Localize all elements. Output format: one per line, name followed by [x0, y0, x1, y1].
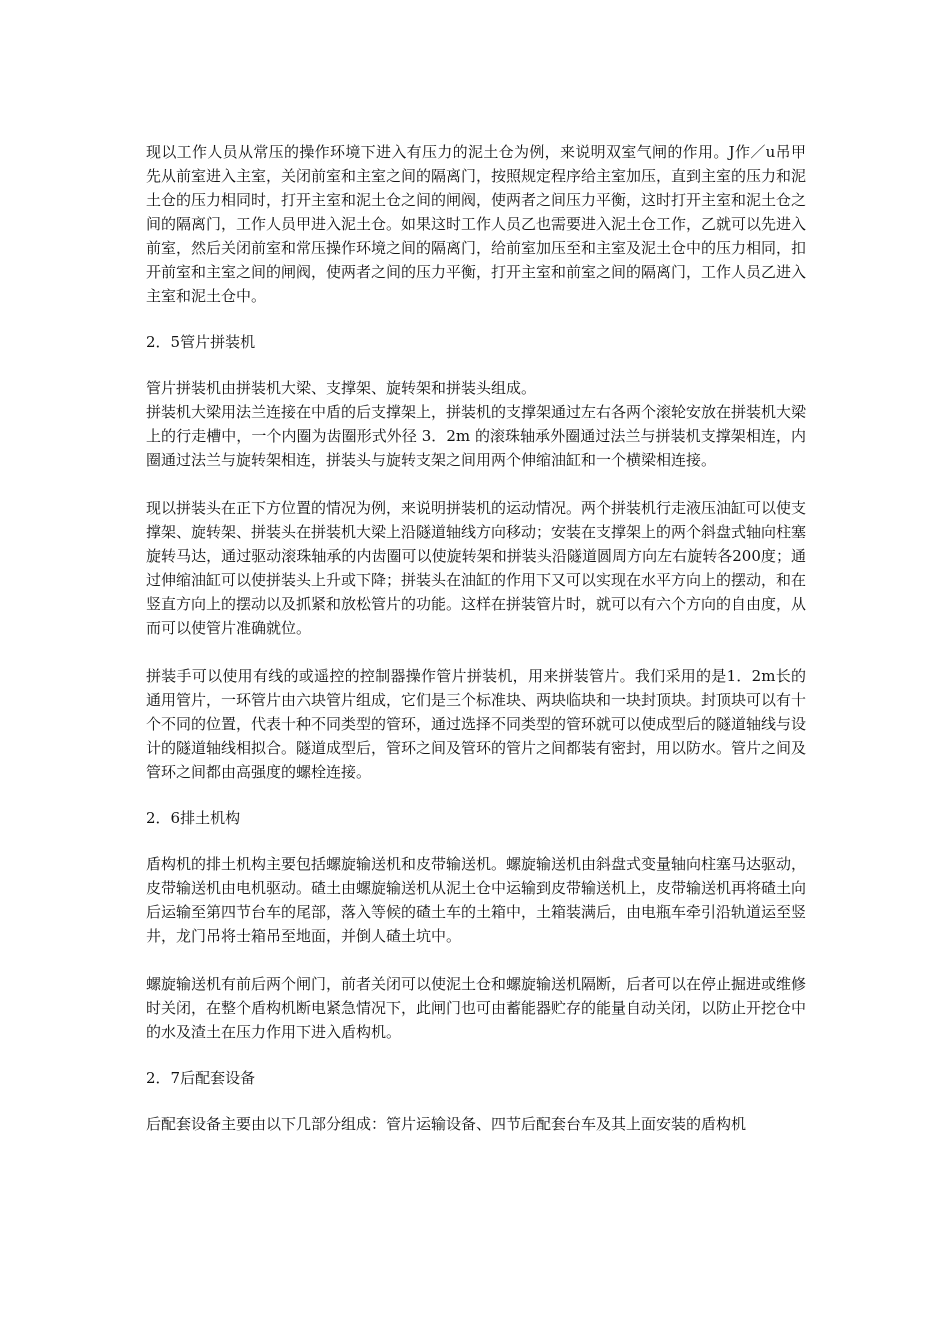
- section-heading-2-5: 2．5管片拼装机: [146, 333, 256, 351]
- paragraph-erector-motion: 现以拼装头在正下方位置的情况为例，来说明拼装机的运动情况。两个拼装机行走液压油缸可以使支撑架、旋转架、拼装头在拼装机大梁上沿隧道轴线方向移动；安装在支撑架上的两个斜盘式轴向柱塞旋转马达，通过驱动滚珠轴承的内齿圈可以使旋转架和拼装头沿隧道圆周方向左右旋转各200度；通过伸缩油缸可以使拼装头上升或下降；拼装头在油缸的作用下又可以实现在水平方向上的摆动，和在竖直方向上的摆动以及抓紧和放松管片的功能。这样在拼装管片时，就可以有六个方向的自由度，从而可以使管片准确就位。: [146, 499, 807, 637]
- paragraph-screw-conveyor-gates: 螺旋输送机有前后两个闸门，前者关闭可以使泥土仓和螺旋输送机隔断，后者可以在停止掘进或维修时关闭，在整个盾构机断电紧急情况下，此闸门也可由蓄能器贮存的能量自动关闭，以防止开挖仓中的水及渣土在压力作用下进入盾构机。: [146, 975, 807, 1041]
- paragraph-airlock: 现以工作人员从常压的操作环境下进入有压力的泥土仓为例，来说明双室气闸的作用。J作／u吊甲先从前室进入主室，关闭前室和主室之间的隔离门，按照规定程序给主室加压，直到主室的压力和泥土仓的压力相同时，打开主室和泥土仓之间的闸阀，使两者之间压力平衡，这时打开主室和泥土仓之间的隔离门，工作人员甲进入泥土仓。如果这时工作人员乙也需要进入泥土仓工作，乙就可以先进入前室，然后关闭前室和常压操作环境之间的隔离门，给前室加压至和主室及泥土仓中的压力相同，扣开前室和主室之间的闸阀，使两者之间的压力平衡，打开主室和前室之间的隔离门，工作人员乙进入主室和泥土仓中。: [146, 143, 807, 305]
- paragraph-erector-control: 拼装手可以使用有线的或遥控的控制器操作管片拼装机，用来拼装管片。我们采用的是1．2m长的通用管片，一环管片由六块管片组成，它们是三个标准块、两块临块和一块封顶块。封顶块可以有十个不同的位置，代表十种不同类型的管环，通过选择不同类型的管环就可以使成型后的隧道轴线与设计的隧道轴线相拟合。隧道成型后，管环之间及管环的管片之间都装有密封，用以防水。管片之间及管环之间都由高强度的螺栓连接。: [146, 667, 807, 781]
- paragraph-spoil-system: 盾构机的排土机构主要包括螺旋输送机和皮带输送机。螺旋输送机由斜盘式变量轴向柱塞马达驱动，皮带输送机由电机驱动。碴土由螺旋输送机从泥土仓中运输到皮带输送机上，皮带输送机再将碴土向后运输至第四节台车的尾部，落入等候的碴土车的土箱中，土箱装满后，由电瓶车牵引沿轨道运至竖井，龙门吊将士箱吊至地面，并倒人碴土坑中。: [146, 855, 807, 945]
- section-heading-2-7: 2．7后配套设备: [146, 1069, 256, 1087]
- document-page: [146, 140, 806, 1136]
- paragraph-erector-structure: 拼装机大梁用法兰连接在中盾的后支撑架上，拼装机的支撑架通过左右各两个滚轮安放在拼装机大梁上的行走槽中，一个内圈为齿圈形式外径 3．2m 的滚珠轴承外圈通过法兰与拼装机支撑架相连，内圈通过法兰与旋转架相连，拼装头与旋转支架之间用两个伸缩油缸和一个横梁相连接。: [146, 403, 807, 469]
- paragraph-backup-equipment: 后配套设备主要由以下几部分组成：管片运输设备、四节后配套台车及其上面安装的盾构机: [146, 1115, 747, 1133]
- section-heading-2-6: 2．6排土机构: [146, 809, 241, 827]
- paragraph-erector-intro: 管片拼装机由拼装机大梁、支撑架、旋转架和拼装头组成。: [146, 379, 537, 397]
